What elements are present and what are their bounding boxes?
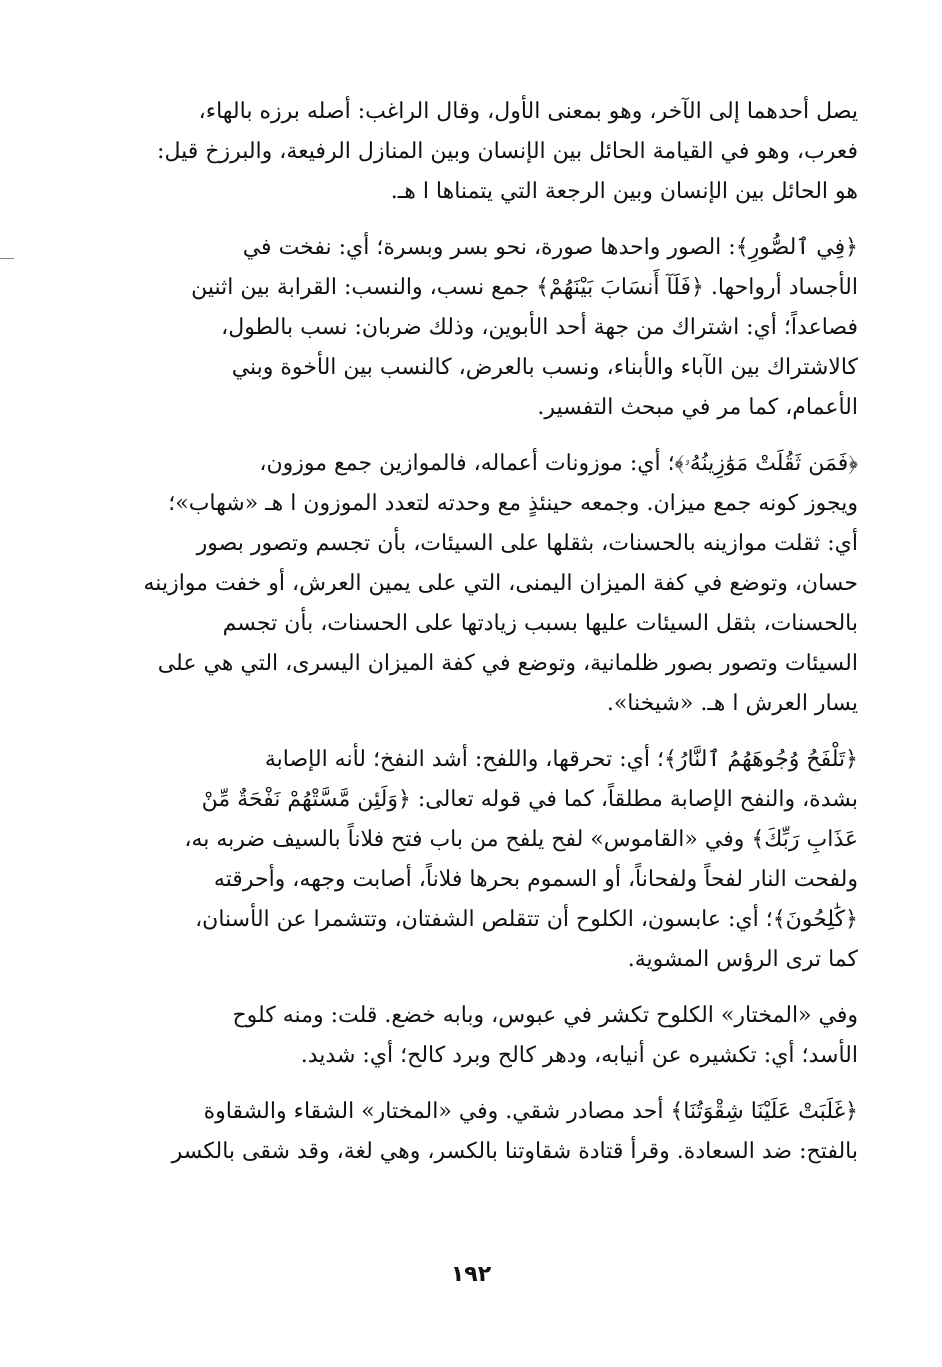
text-line: ﴿كَٰلِحُونَ﴾؛ أي: عابسون، الكلوح أن تتقلص الشفتان، وتتشمرا عن الأسنان، — [195, 907, 858, 932]
text-line: يصل أحدهما إلى الآخر، وهو بمعنى الأول، وقال الراغب: أصله برزه بالهاء، — [198, 99, 858, 124]
text-line: ولفحت النار لفحاً ولفحاناً، أو السموم بحرها فلاناً، أصابت وجهه، وأحرقته — [213, 867, 858, 892]
text-line: ﴿فِي ٱلصُّورِ﴾: الصور واحدها صورة، نحو بسر وبسرة؛ أي: نفخت في — [242, 235, 858, 260]
text-line: هو الحائل بين الإنسان وبين الرجعة التي يتمناها ا هـ. — [390, 179, 858, 204]
text-line: حسان، وتوضع في كفة الميزان اليمنى، التي على يمين العرش، أو خفت موازينه — [143, 571, 858, 596]
page-body — [84, 92, 858, 1188]
text-line: الأسد؛ أي: تكشيره عن أنيابه، ودهر كالح وبرد كالح؛ أي: شديد. — [300, 1043, 858, 1068]
text-line: ويجوز كونه جمع ميزان. وجمعه حينئذٍ مع وحدته لتعدد الموزون ا هـ «شهاب»؛ — [168, 491, 858, 516]
text-line: بالحسنات، بثقل السيئات عليها بسبب زيادتها على الحسنات، بأن تجسم — [222, 611, 858, 636]
text-line: يسار العرش ا هـ. «شيخنا». — [606, 691, 858, 716]
text-line: ﴿غَلَبَتْ عَلَيْنَا شِقْوَتُنَا﴾ أحد مصادر شقي. وفي «المختار» الشقاء والشقاوة — [203, 1099, 858, 1124]
paragraph-shiqwa — [84, 1092, 858, 1172]
text-line: ﴿تَلْفَحُ وُجُوهَهُمُ ٱلنَّارُ﴾؛ أي: تحرقها، واللفح: أشد النفخ؛ لأنه الإصابة — [264, 747, 858, 772]
text-line: كالاشتراك بين الآباء والأبناء، ونسب بالعرض، كالنسب بين الأخوة وبني — [231, 355, 858, 380]
paragraph-talfah — [84, 740, 858, 980]
text-line: الأعمام، كما مر في مبحث التفسير. — [537, 395, 858, 420]
text-line: السيئات وتصور بصور ظلمانية، وتوضع في كفة الميزان اليسرى، التي هي على — [157, 651, 858, 676]
text-line: فصاعداً؛ أي: اشتراك من جهة أحد الأبوين، وذلك ضربان: نسب بالطول، — [221, 315, 858, 340]
text-line: بالفتح: ضد السعادة. وقرأ قتادة شقاوتنا بالكسر، وهي لغة، وقد شقى بالكسر — [171, 1139, 858, 1164]
margin-mark — [0, 258, 14, 259]
paragraph-mukhtar — [84, 996, 858, 1076]
paragraph-barzakh — [84, 92, 858, 212]
text-line: عَذَابِ رَبِّكَ﴾ وفي «القاموس» لفح يلفح من باب فتح فلاناً بالسيف ضربه به، — [184, 827, 858, 852]
text-line: ﴿فَمَن ثَقُلَتْ مَوَٰزِينُهُۥ﴾؛ أي: موزونات أعماله، فالموازين جمع موزون، — [259, 451, 858, 476]
text-line: بشدة، والنفح الإصابة مطلقاً، كما في قوله تعالى: ﴿وَلَئِن مَّسَّتْهُمْ نَفْحَةٌ مِّنْ — [201, 787, 858, 812]
page-number: ١٩٢ — [450, 1262, 492, 1287]
paragraph-mawazin — [84, 444, 858, 724]
paragraph-sur — [84, 228, 858, 428]
text-line: الأجساد أرواحها. ﴿فَلَآ أَنسَابَ بَيْنَهُمْ﴾ جمع نسب، والنسب: القرابة بين اثنين — [191, 275, 858, 300]
text-line: فعرب، وهو في القيامة الحائل بين الإنسان وبين المنازل الرفيعة، والبرزخ قيل: — [157, 139, 858, 164]
text-line: أي: ثقلت موازينه بالحسنات، بثقلها على السيئات، بأن تجسم وتصور بصور — [196, 531, 858, 556]
text-line: وفي «المختار» الكلوح تكشر في عبوس، وبابه خضع. قلت: ومنه كلوح — [232, 1003, 858, 1028]
text-line: كما ترى الرؤس المشوية. — [627, 947, 858, 972]
